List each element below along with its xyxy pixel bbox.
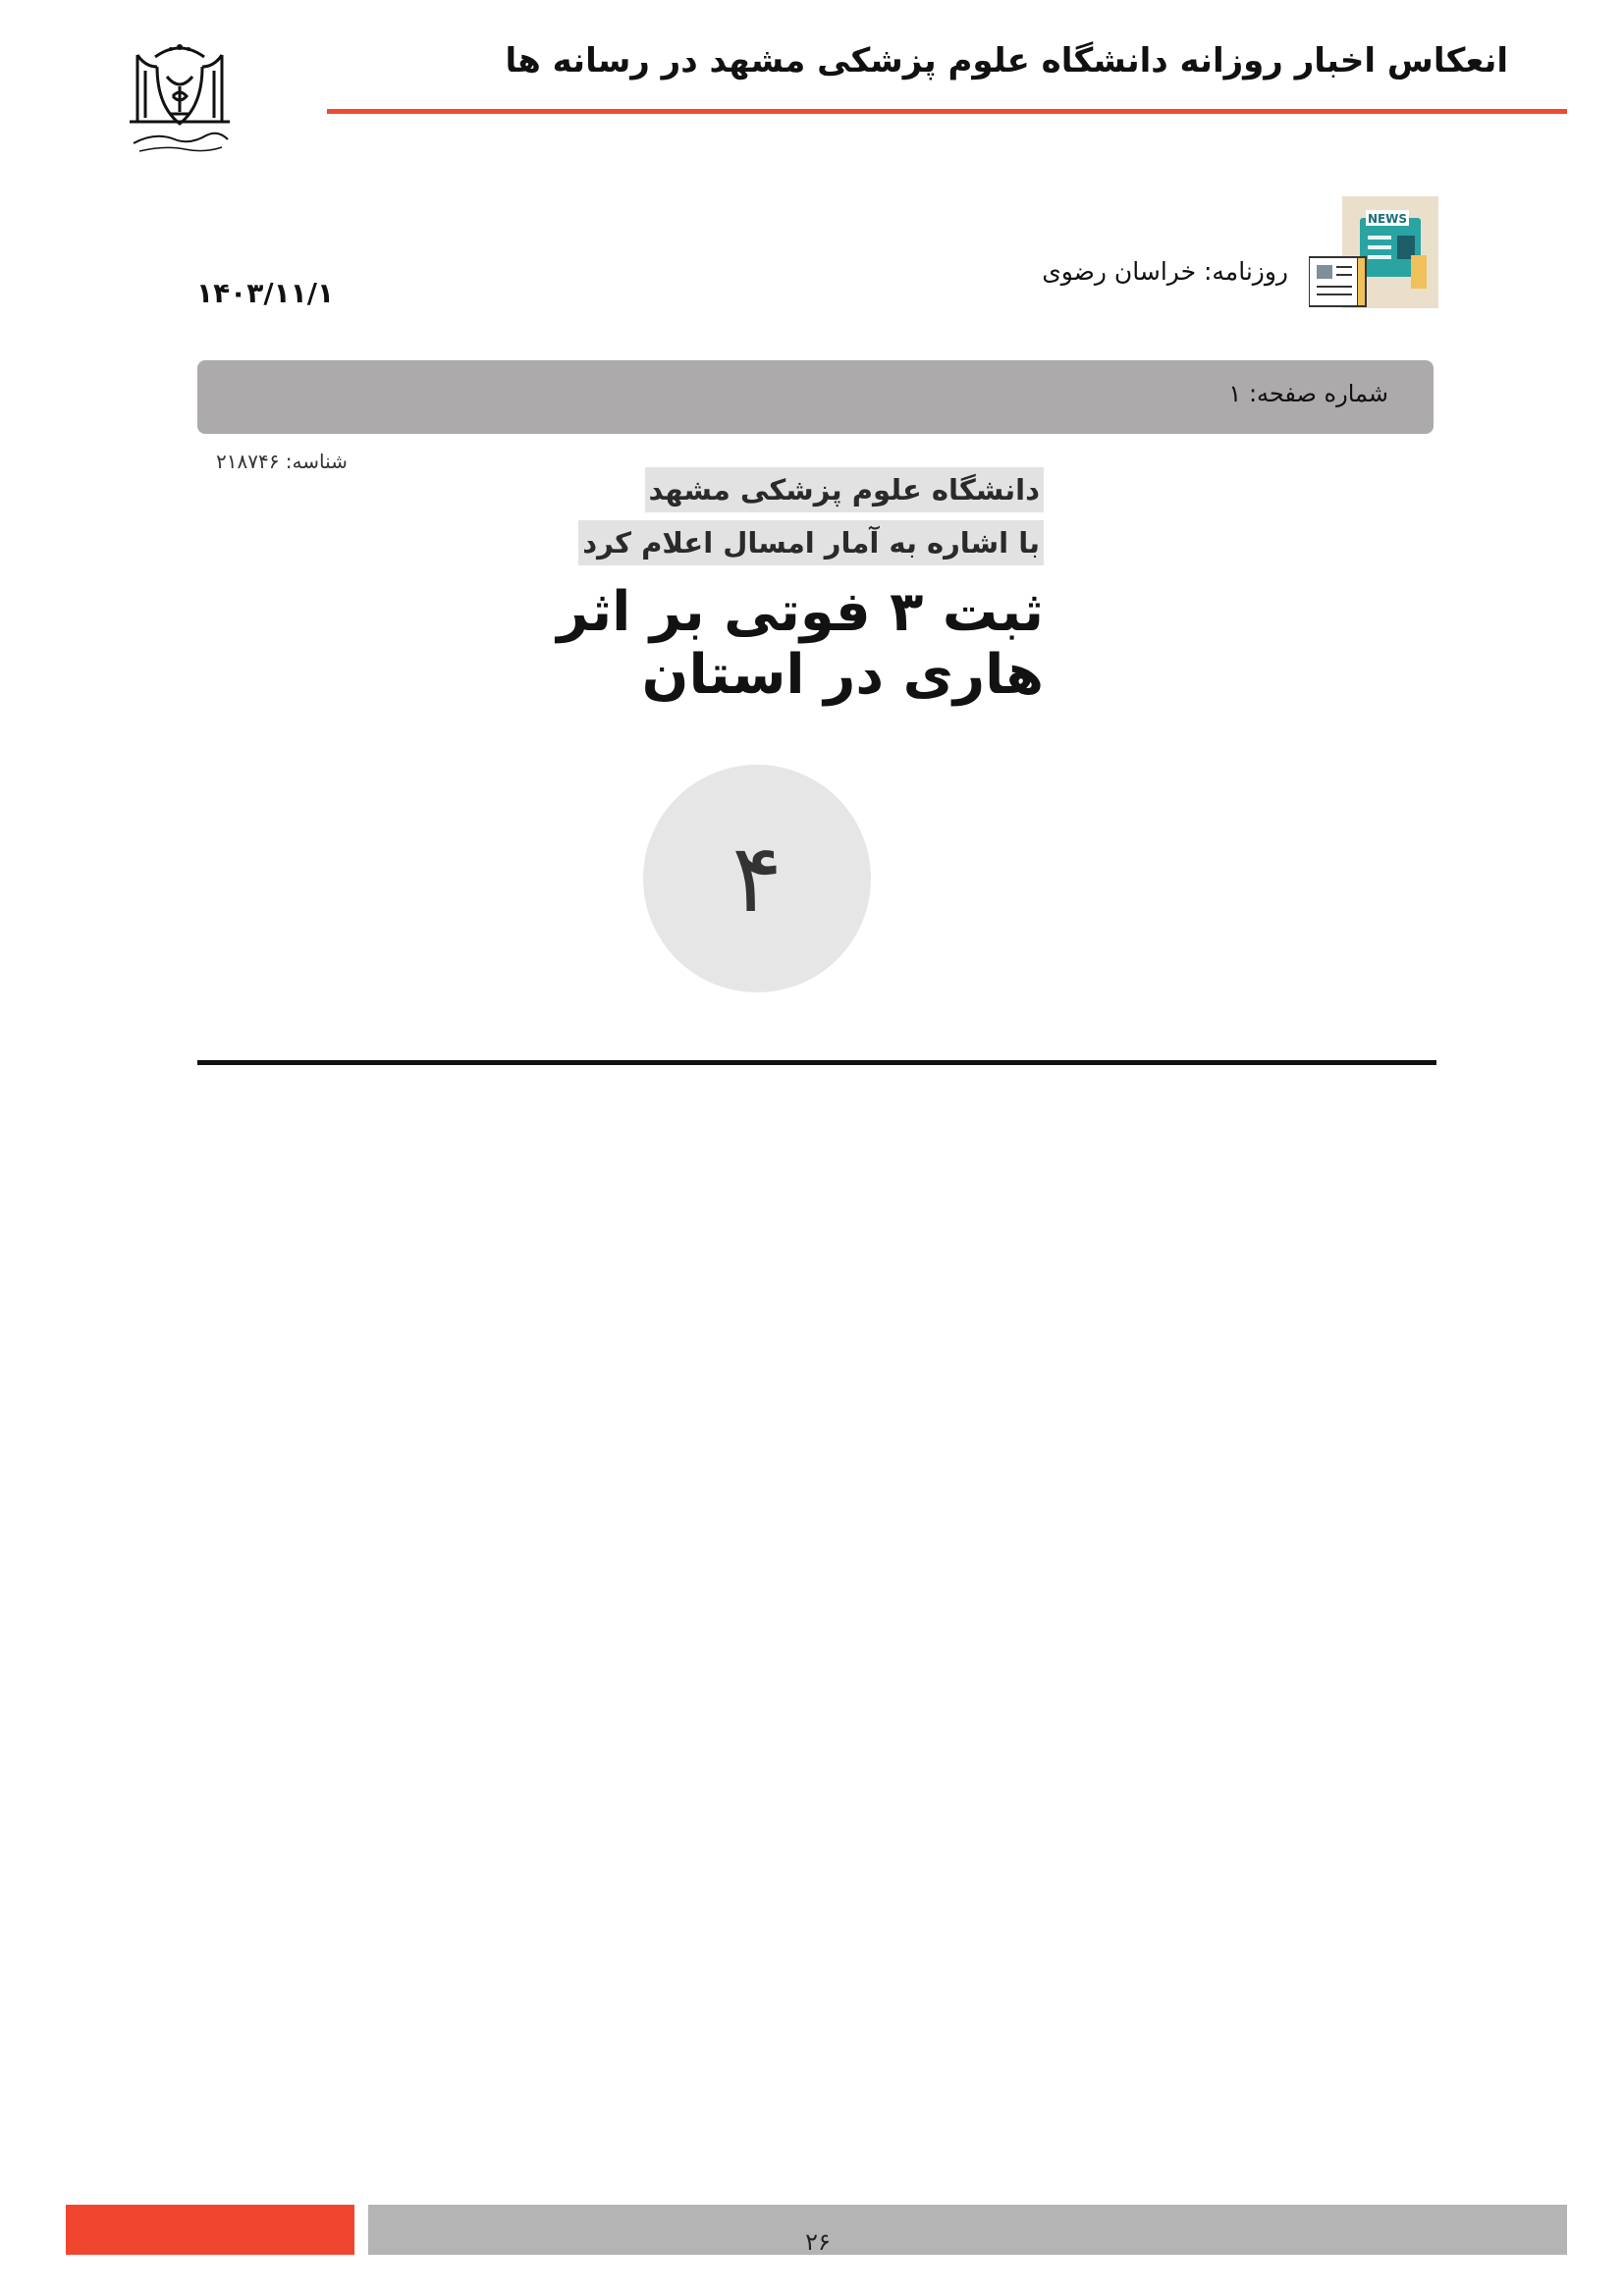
university-logo-icon — [116, 37, 244, 165]
publication-date: ۱۴۰۳/۱۱/۱ — [196, 277, 335, 309]
article-kicker-1: دانشگاه علوم پزشکی مشهد — [645, 467, 1044, 512]
footer-accent-bar — [66, 2205, 354, 2255]
page-marker-number: ۴ — [731, 824, 783, 934]
footer-page-number: ۲۶ — [805, 2228, 831, 2256]
page-marker-circle — [643, 765, 871, 992]
newspaper-source: روزنامه: خراسان رضوی — [1042, 257, 1288, 286]
page-title: انعکاس اخبار روزانه دانشگاه علوم پزشکی مشهد در رسانه ها — [505, 41, 1508, 80]
headline-line-1: ثبت ۳ فوتی بر اثر — [557, 580, 1044, 644]
article-headline — [557, 581, 1044, 707]
header-divider — [327, 109, 1567, 114]
page-number-label: شماره صفحه: ۱ — [1228, 380, 1388, 407]
article-identifier: شناسه: ۲۱۸۷۴۶ — [216, 450, 348, 473]
headline-line-2: هاری در استان — [641, 643, 1044, 707]
newspaper-icon — [1309, 196, 1438, 308]
section-divider — [197, 1060, 1436, 1065]
news-icon-text: NEWS — [1367, 212, 1408, 226]
article-kicker-2: با اشاره به آمار امسال اعلام کرد — [578, 520, 1044, 565]
footer-bar — [368, 2205, 1567, 2255]
